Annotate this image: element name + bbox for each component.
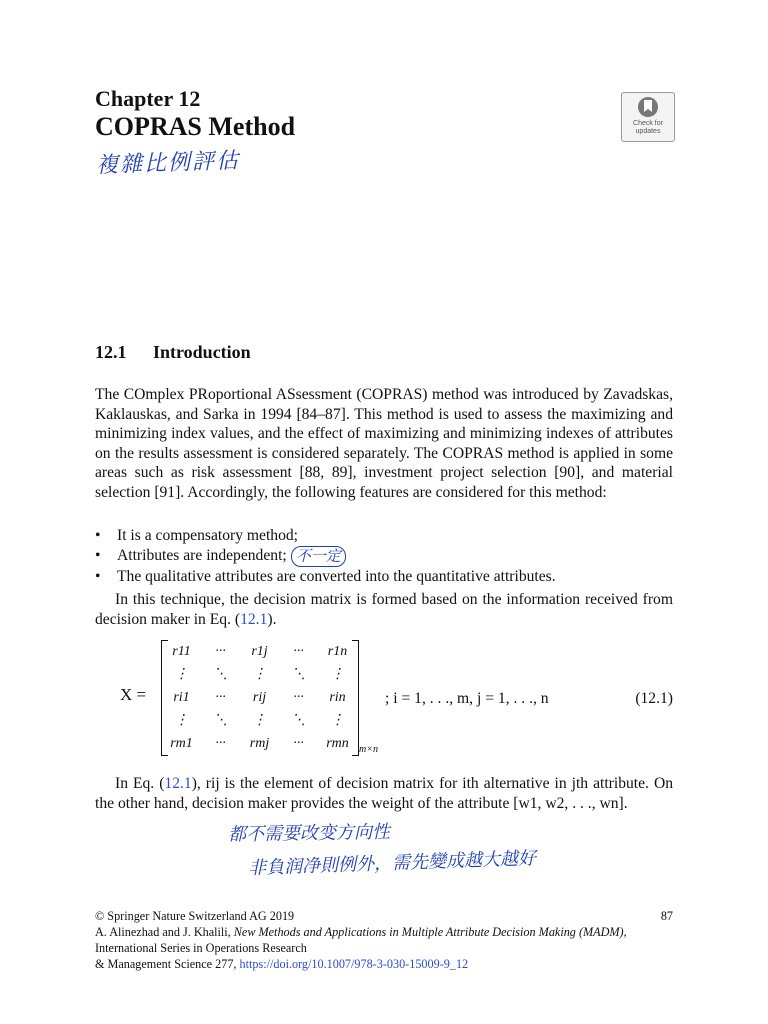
page-number: 87 (660, 909, 673, 923)
section-number: 12.1 (95, 342, 127, 362)
book-title: New Methods and Applications in Multiple Attribute Decision Making (MADM) (233, 925, 624, 939)
handwritten-note-line2: 非負润净則例外，需先變成越大越好 (247, 847, 537, 880)
badge-line1: Check for (633, 120, 663, 127)
list-item: • It is a compensatory method; (95, 527, 299, 544)
handwritten-note-independent: 不一定 (291, 546, 346, 568)
section-heading (95, 342, 251, 363)
list-item: • Attributes are independent; 不一定 (95, 546, 673, 568)
handwritten-note-line1: 都不需要改变方向性 (227, 821, 391, 846)
equation-link[interactable]: 12.1 (240, 610, 268, 628)
decision-matrix (161, 640, 359, 756)
equation-link[interactable]: 12.1 (164, 775, 192, 792)
check-for-updates-badge[interactable] (621, 92, 675, 142)
equation-12-1 (95, 640, 673, 758)
citation: A. Alinezhad and J. Khalili, New Methods and Applications in Multiple Attribute Decision Making (MADM), International Series in Operations Research (95, 925, 627, 955)
equation-condition: ; i = 1, . . ., m, j = 1, . . ., n (385, 690, 549, 707)
matrix-row: r11 ··· r1j ··· r1n (172, 643, 348, 659)
badge-line2: updates (635, 128, 661, 135)
footer (95, 908, 673, 972)
matrix-row: rm1 ··· rmj ··· rmn (170, 735, 349, 751)
matrix-dimension: m×n (359, 744, 378, 755)
handwritten-note-title: 複雜比例評估 (95, 148, 241, 179)
copyright: © Springer Nature Switzerland AG 2019 87 (95, 909, 673, 923)
intro-paragraph: The COmplex PRoportional ASsessment (COPRAS) method was introduced by Zavadskas, Kaklauskas, and Sarka in 1994 [84–87]. This method is used to assess the maximizing and minimizing index values, and the effect of maximizing and minimizing indexes of attributes on the results assessment is considered separately. The COPRAS method is applied in some areas such as risk assessment [88, 89], investment project selection [90], and material selection [91]. Accordingly, the following features are considered for this method: (95, 386, 673, 501)
citation-line2: & Management Science 277, https://doi.org/10.1007/978-3-030-15009-9_12 (95, 957, 469, 971)
chapter-label: Chapter 12 (95, 86, 201, 111)
matrix-row: ri1 ··· rij ··· rin (173, 689, 346, 705)
chapter-title: COPRAS Method (95, 112, 296, 141)
equation-number: (12.1) (635, 690, 673, 707)
feature-list (95, 526, 673, 587)
matrix-row: ⋮ ⋱ ⋮ ⋱ ⋮ (174, 713, 345, 728)
matrix-row: ⋮ ⋱ ⋮ ⋱ ⋮ (174, 667, 345, 682)
paragraph-2: In this technique, the decision matrix is formed based on the information received from decision maker in Eq. (12.1). (95, 591, 673, 628)
doi-link[interactable]: https://doi.org/10.1007/978-3-030-15009-9_12 (239, 957, 469, 971)
equation-lhs: X = (120, 685, 147, 704)
paragraph-3: In Eq. (12.1), rij is the element of decision matrix for ith alternative in jth attribute. On the other hand, decision maker provides the weight of the attribute [w1, w2, . . ., wn]. (95, 775, 674, 812)
section-title: Introduction (153, 342, 251, 362)
list-item: • The qualitative attributes are converted into the quantitative attributes. (95, 568, 556, 585)
bookmark-icon (637, 96, 659, 120)
